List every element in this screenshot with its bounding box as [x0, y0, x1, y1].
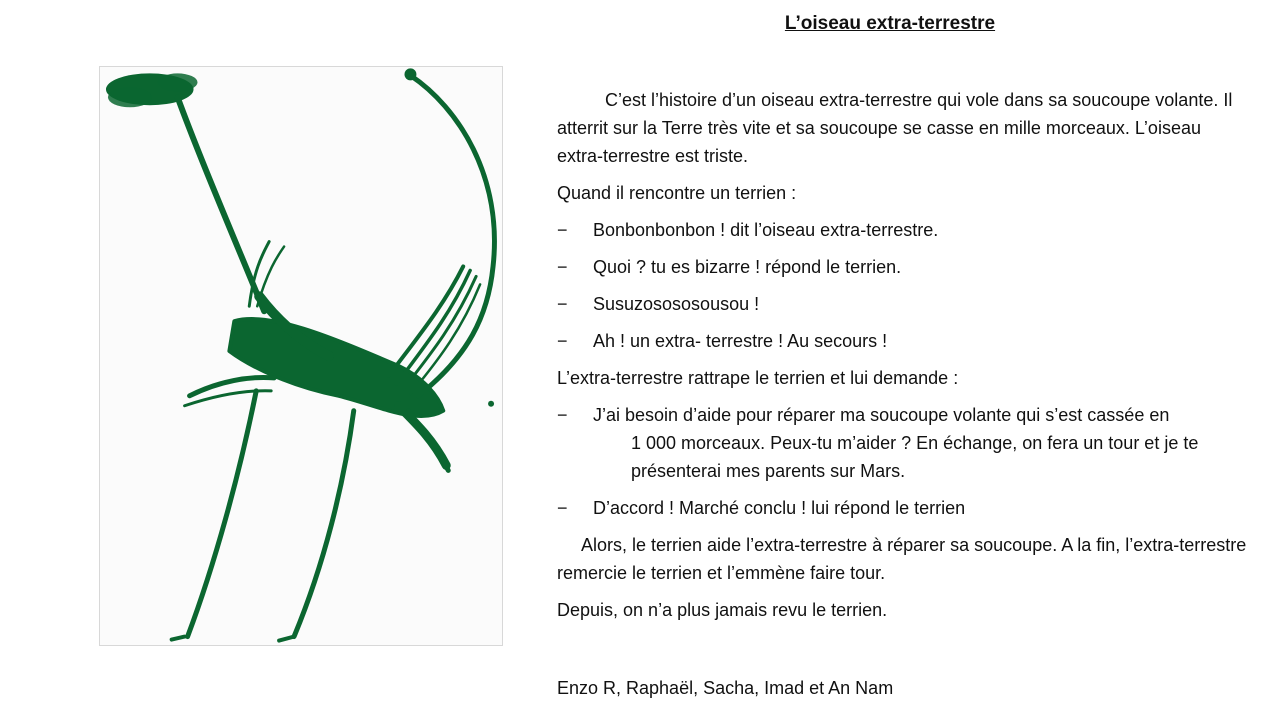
- dialogue-request: [593, 401, 1247, 485]
- dialogue-text: Quoi ? tu es bizarre ! répond le terrien.: [593, 257, 902, 277]
- green-alien-bird-painting: [100, 67, 502, 645]
- paragraph-chase: L’extra-terrestre rattrape le terrien et lui demande :: [557, 368, 959, 388]
- dialogue-text: D’accord ! Marché conclu ! lui répond le terrien: [593, 498, 966, 518]
- dialogue-line: [557, 494, 1247, 522]
- dash-bullet: −: [557, 405, 568, 425]
- dash-bullet: −: [557, 220, 568, 240]
- illustration-frame: [99, 66, 503, 646]
- dialogue-text: Susuzosososousou !: [593, 294, 760, 314]
- authors-line: Enzo R, Raphaël, Sacha, Imad et An Nam: [557, 678, 894, 698]
- dash-bullet: −: [557, 498, 568, 518]
- dialogue-line: [557, 216, 1247, 244]
- dialogue-text: Bonbonbonbon ! dit l’oiseau extra-terrestre.: [593, 220, 939, 240]
- story-text: [557, 86, 1247, 633]
- paragraph-epilogue: Depuis, on n’a plus jamais revu le terrien.: [557, 600, 888, 620]
- paragraph-intro: C’est l’histoire d’un oiseau extra-terrestre qui vole dans sa soucoupe volante. Il atterrit sur la Terre très vite et sa soucoupe se casse en mille morceaux. L’oiseau extra-terrestre est triste.: [557, 90, 1233, 166]
- story-title: L’oiseau extra-terrestre: [784, 13, 996, 34]
- dialogue-text: Ah ! un extra- terrestre ! Au secours !: [593, 331, 888, 351]
- dialogue-request-first: J’ai besoin d’aide pour réparer ma soucoupe volante qui s’est cassée en: [593, 405, 1170, 425]
- dash-bullet: −: [557, 331, 568, 351]
- dialogue-request-continued: 1 000 morceaux. Peux-tu m’aider ? En échange, on fera un tour et je te présenterai mes parents sur Mars.: [631, 433, 1199, 481]
- dialogue-line: [557, 290, 1247, 318]
- dialogue-line: [557, 253, 1247, 281]
- dialogue-line: [557, 401, 1247, 485]
- paragraph-ending: Alors, le terrien aide l’extra-terrestre à réparer sa soucoupe. A la fin, l’extra-terrestre remercie le terrien et l’emmène faire tour.: [557, 535, 1247, 583]
- paragraph-meeting: Quand il rencontre un terrien :: [557, 183, 797, 203]
- dialogue-line: [557, 327, 1247, 355]
- dash-bullet: −: [557, 257, 568, 277]
- dash-bullet: −: [557, 294, 568, 314]
